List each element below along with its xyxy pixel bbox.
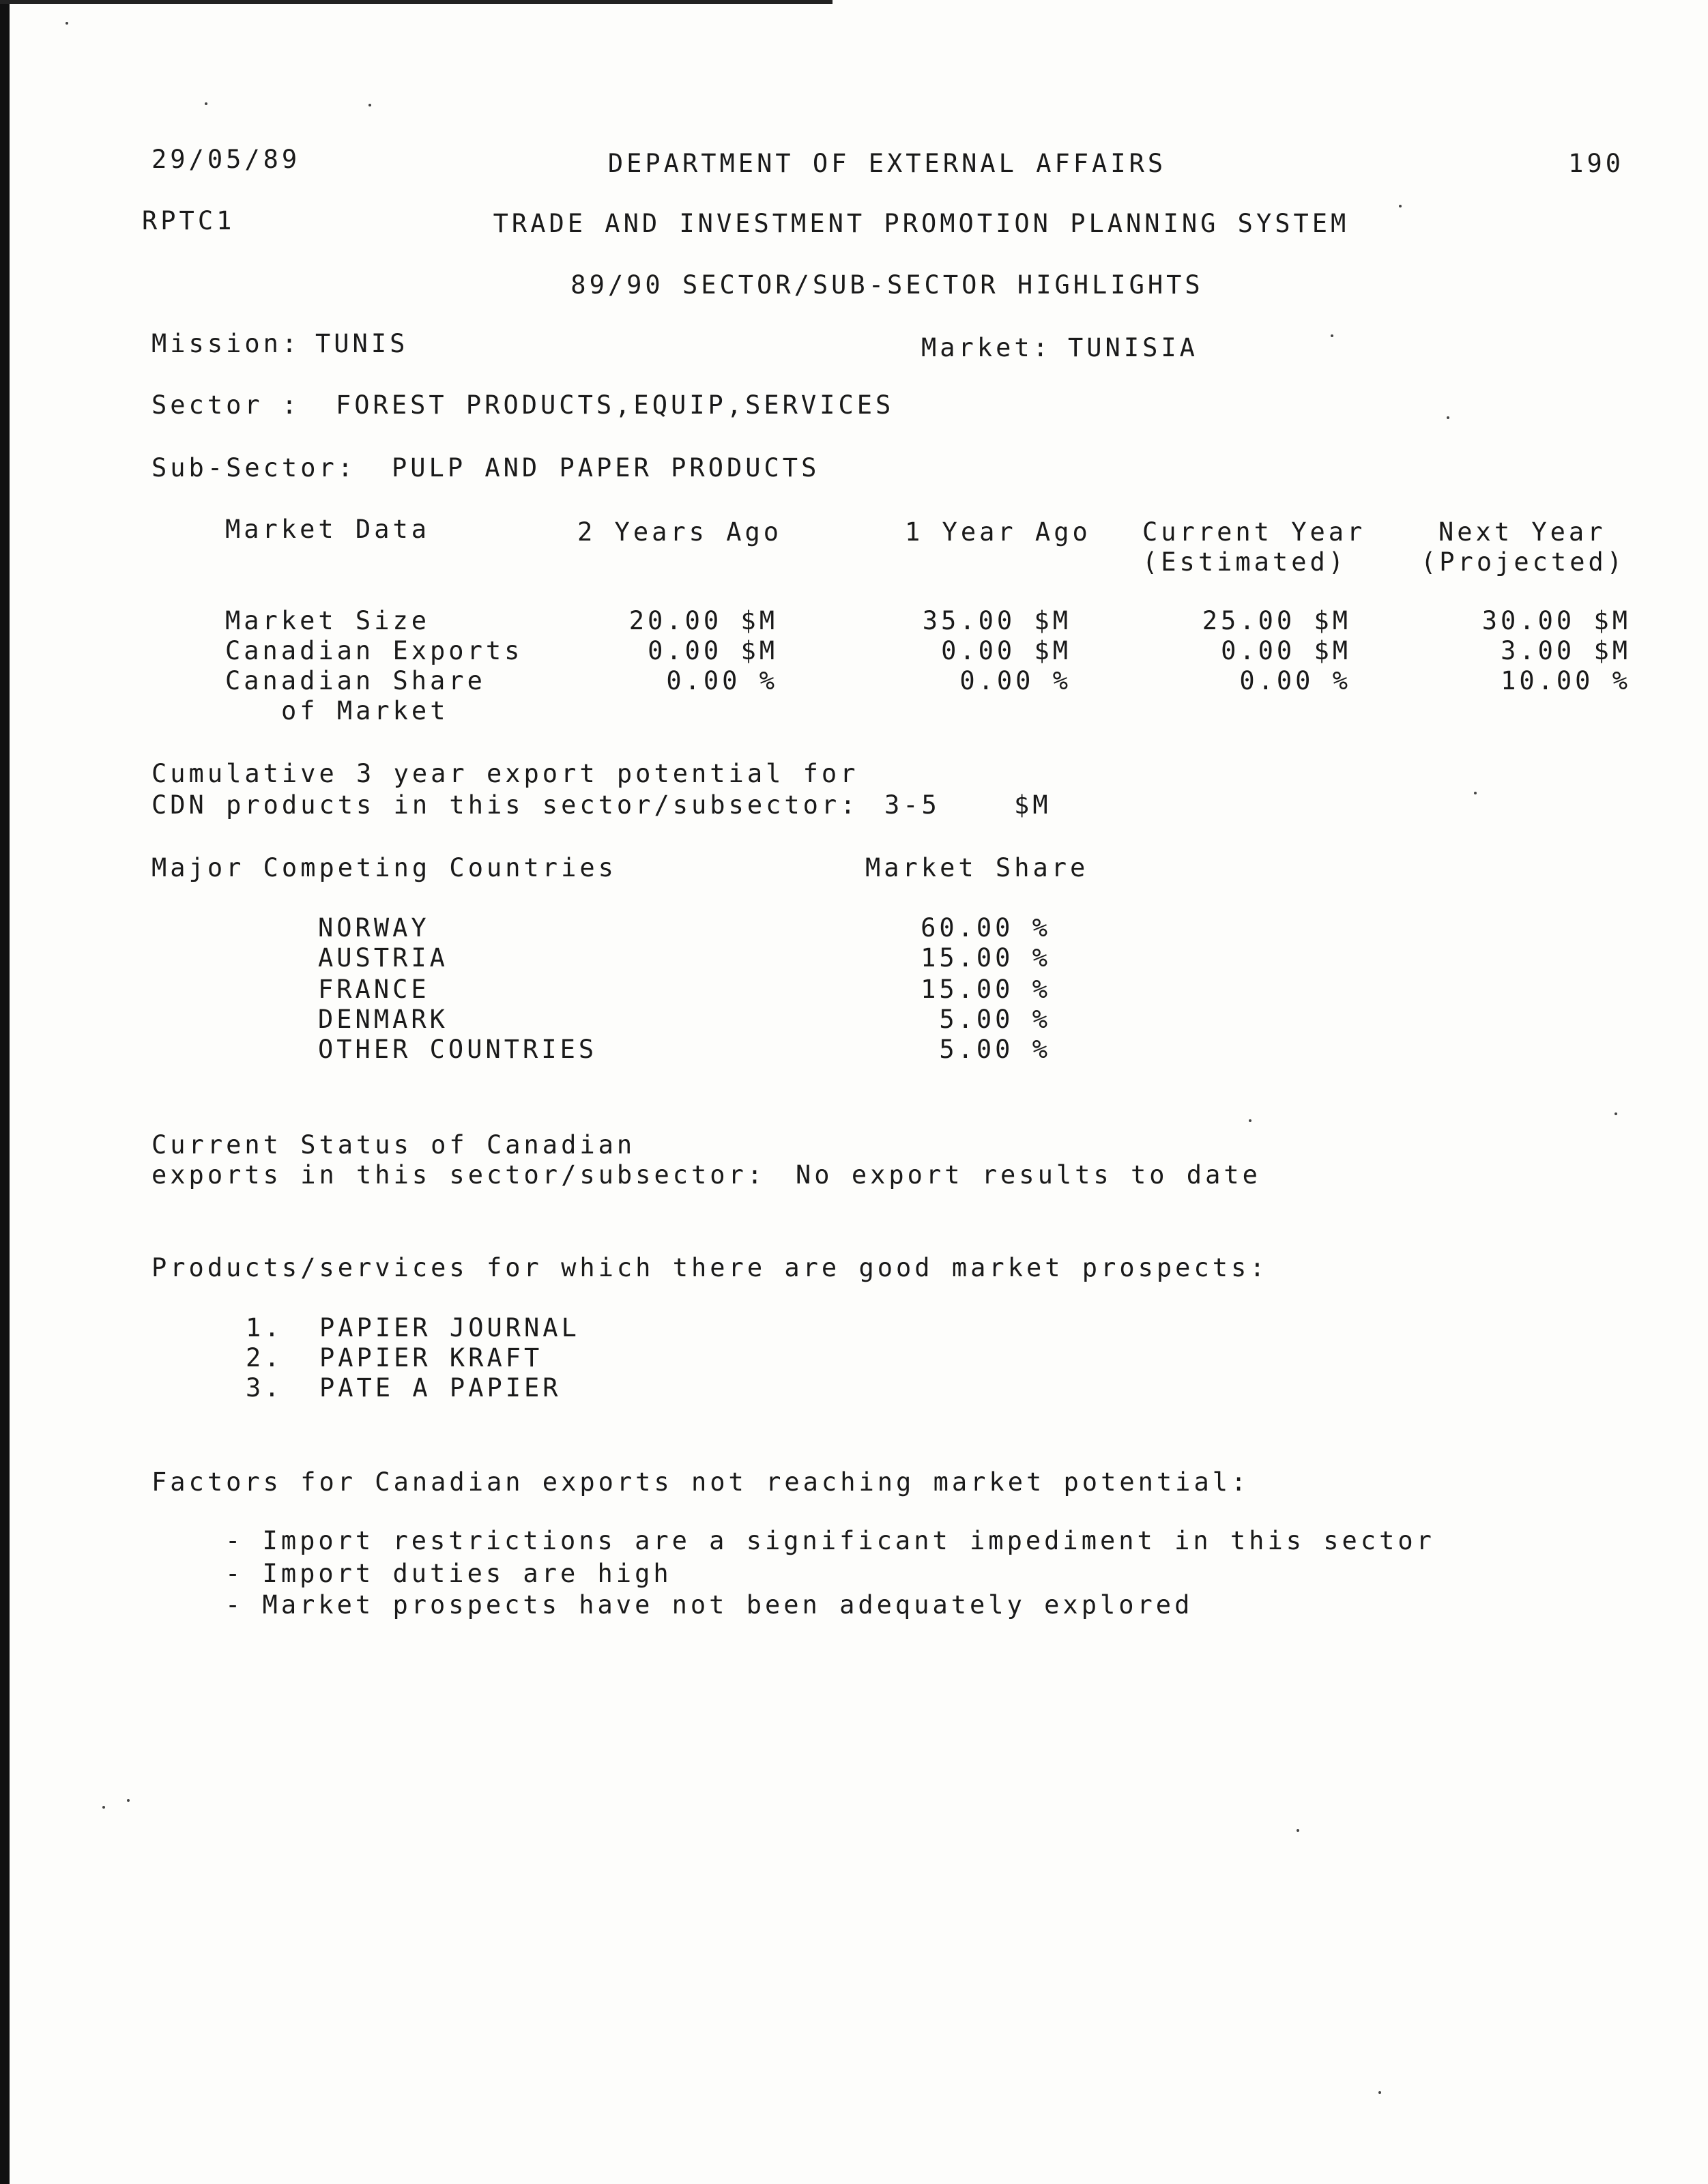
cell-share-2y: 0.00 % [666,666,778,695]
sector-label: Sector : [151,390,301,420]
factor-item: - Import duties are high [225,1559,672,1588]
competitor-share: 60.00 % [921,913,1051,943]
scan-border-left [0,0,10,2184]
scan-speck [1615,1112,1617,1115]
scan-speck [1297,1829,1299,1832]
competitor-share: 15.00 % [921,975,1051,1004]
prospect-item: PAPIER KRAFT [319,1343,543,1373]
report-title: 89/90 SECTOR/SUB-SECTOR HIGHLIGHTS [570,270,1204,300]
cumulative-unit: $M [1014,790,1052,820]
sector-value: FOREST PRODUCTS,EQUIP,SERVICES [336,390,895,420]
cell-exports-2y: 0.00 $M [648,636,778,665]
col-header-2-years-ago: 2 Years Ago [577,517,783,547]
cumulative-line1: Cumulative 3 year export potential for [151,759,859,788]
competitor-share: 5.00 % [939,1005,1051,1034]
prospect-item: PAPIER JOURNAL [319,1313,580,1342]
competitor-share: 15.00 % [921,943,1051,973]
scan-speck [1331,334,1333,337]
cell-market-size-1y: 35.00 $M [922,606,1071,635]
sub-sector-value: PULP AND PAPER PRODUCTS [392,453,820,483]
col-header-next-year: Next Year [1438,517,1606,547]
sub-sector-label: Sub-Sector: [151,453,357,483]
scan-speck [127,1799,130,1802]
prospect-number: 3. [246,1373,283,1403]
scan-speck [1474,792,1477,794]
cell-exports-1y: 0.00 $M [941,636,1071,665]
cumulative-line2: CDN products in this sector/subsector: [151,790,859,820]
competitor-country: NORWAY [318,913,430,943]
prospect-number: 1. [246,1313,283,1342]
cell-market-size-current: 25.00 $M [1202,606,1351,635]
row-label-canadian-share: Canadian Share [225,666,486,695]
factor-item: - Import restrictions are a significant impediment in this sector [225,1526,1435,1555]
col-header-projected: (Projected) [1421,547,1626,577]
competitors-header-country: Major Competing Countries [151,853,617,882]
cell-exports-current: 0.00 $M [1221,636,1351,665]
scan-speck [1378,2091,1381,2094]
competitor-country: OTHER COUNTRIES [318,1035,598,1064]
factor-item: - Market prospects have not been adequately explored [225,1590,1193,1620]
cumulative-value: 3-5 [884,790,940,820]
cell-share-current: 0.00 % [1239,666,1351,695]
scan-speck [1447,416,1449,419]
status-line1: Current Status of Canadian [151,1130,636,1160]
status-line2: exports in this sector/subsector: [151,1160,766,1190]
competitor-country: AUSTRIA [318,943,448,973]
col-header-market-data: Market Data [225,515,431,544]
cell-share-next: 10.00 % [1501,666,1631,695]
status-value: No export results to date [796,1160,1261,1190]
scan-speck [102,1806,105,1809]
competitor-country: FRANCE [318,975,430,1004]
col-header-1-year-ago: 1 Year Ago [905,517,1091,547]
report-date: 29/05/89 [151,145,301,174]
scan-speck [368,104,371,106]
competitors-header-share: Market Share [865,853,1089,882]
page-number: 190 [1568,149,1624,178]
report-code: RPTC1 [142,206,235,235]
cell-market-size-2y: 20.00 $M [628,606,778,635]
cell-exports-next: 3.00 $M [1501,636,1631,665]
market-value: TUNISIA [1068,333,1198,362]
scan-speck [1249,1119,1251,1122]
row-label-canadian-exports: Canadian Exports [225,636,523,665]
scan-speck [66,22,68,25]
mission-label: Mission: [151,329,301,358]
row-label-of-market: of Market [281,696,449,725]
row-label-market-size: Market Size [225,606,431,635]
scan-speck [205,102,207,105]
scan-border-top [0,0,833,4]
prospect-item: PATE A PAPIER [319,1373,562,1403]
competitor-country: DENMARK [318,1005,448,1034]
department-title: DEPARTMENT OF EXTERNAL AFFAIRS [607,149,1167,178]
system-name: TRADE AND INVESTMENT PROMOTION PLANNING SYSTEM [493,209,1350,238]
prospect-number: 2. [246,1343,283,1373]
prospects-heading: Products/services for which there are good market prospects: [151,1253,1269,1282]
competitor-share: 5.00 % [939,1035,1051,1064]
scan-speck [1399,205,1402,207]
factors-heading: Factors for Canadian exports not reaching market potential: [151,1467,1250,1497]
col-header-estimated: (Estimated) [1142,547,1348,577]
cell-market-size-next: 30.00 $M [1481,606,1631,635]
col-header-current-year: Current Year [1142,517,1366,547]
mission-value: TUNIS [315,329,409,358]
market-label: Market: [921,333,1052,362]
cell-share-1y: 0.00 % [959,666,1071,695]
